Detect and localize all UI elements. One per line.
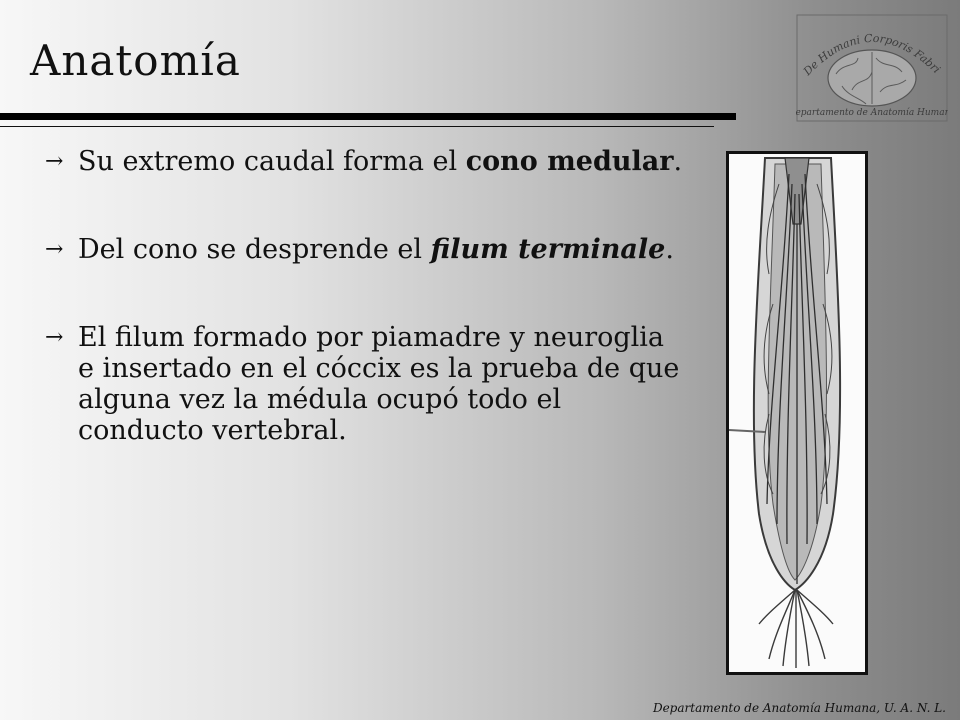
title-divider-thin xyxy=(0,126,714,127)
logo-lettering-top: De Humani Corporis Fabri xyxy=(800,31,943,79)
bullet-list xyxy=(45,146,685,503)
bullet-text: Su extremo caudal forma el xyxy=(78,146,466,177)
spinal-cord-illustration xyxy=(726,151,868,675)
arrow-right-icon: → xyxy=(45,325,64,350)
footer-credit: Departamento de Anatomía Humana, U. A. N. L. xyxy=(652,701,946,715)
bullet-text: El filum formado por piamadre y neuroglia e insertado en el cóccix es la prueba de que alguna vez la médula ocupó todo el conducto vertebral. xyxy=(78,322,680,446)
arrow-right-icon: → xyxy=(45,237,64,262)
logo-lettering-bottom: Departamento de Anatomía Humana xyxy=(796,108,948,118)
title-divider-thick xyxy=(0,113,736,120)
bullet-text-end: . xyxy=(665,234,674,265)
arrow-right-icon: → xyxy=(45,149,64,174)
brain-seal-logo xyxy=(796,14,948,122)
bullet-item xyxy=(45,234,685,265)
bullet-text-end: . xyxy=(673,146,683,177)
bullet-item xyxy=(45,146,685,177)
bullet-emphasis: cono medular xyxy=(465,146,674,177)
bullet-item xyxy=(45,322,685,446)
bullet-emphasis: filum terminale xyxy=(430,234,666,265)
slide-title: Anatomía xyxy=(30,36,241,85)
bullet-text: Del cono se desprende el xyxy=(78,234,431,265)
